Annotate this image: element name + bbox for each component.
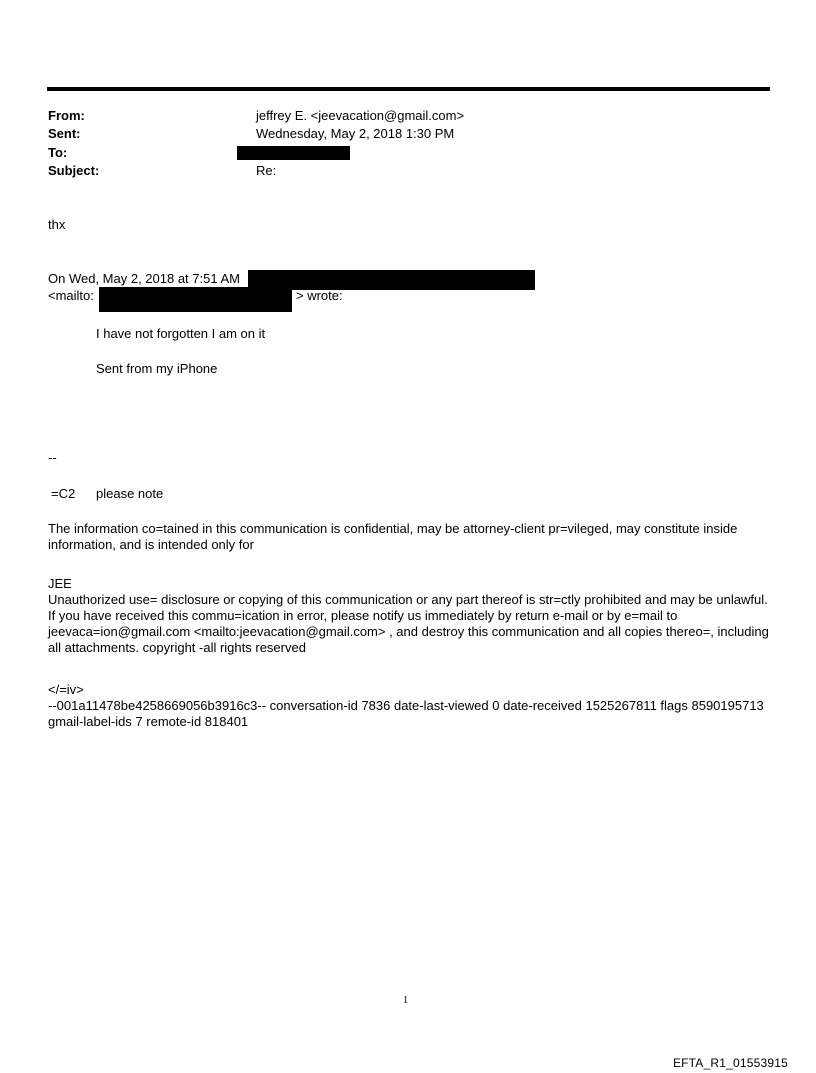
- message-metadata: --001a11478be4258669056b3916c3-- conversation-id 7836 date-last-viewed 0 date-received 1525267811 flags 8590195713 gmail-label-ids 7 remote-id 818401: [48, 698, 764, 729]
- mailto-prefix: <mailto:: [48, 288, 94, 303]
- signature-separator: --: [48, 450, 57, 465]
- header-rule: [47, 87, 770, 91]
- quote-line-2: Sent from my iPhone: [96, 361, 218, 376]
- subject-label: Subject:: [48, 163, 100, 178]
- quote-intro: On Wed, May 2, 2018 at 7:51 AM: [48, 271, 240, 286]
- bates-number: EFTA_R1_01553915: [672, 1056, 788, 1070]
- quote-line-1: I have not forgotten I am on it: [96, 326, 266, 341]
- reply-text: thx: [48, 217, 66, 232]
- sent-value: Wednesday, May 2, 2018 1:30 PM: [256, 126, 455, 141]
- from-label: From:: [48, 108, 85, 123]
- jee-text: JEE: [48, 576, 72, 591]
- subject-value: Re:: [256, 163, 277, 178]
- to-label: To:: [48, 145, 68, 160]
- c2-code: =C2: [51, 486, 76, 501]
- please-note: please note: [96, 486, 164, 501]
- confidential-notice: The information co=tained in this communication is confidential, may be attorney-client pr=vileged, may constitute inside information, and is intended only for: [48, 521, 738, 552]
- sent-label: Sent:: [48, 126, 81, 141]
- from-value: jeffrey E. <jeevacation@gmail.com>: [256, 108, 465, 123]
- mailto-redaction: [99, 287, 292, 312]
- div-close-text: </=iv>: [48, 682, 84, 697]
- page-number: 1: [403, 995, 408, 1006]
- wrote-text: > wrote:: [296, 288, 343, 303]
- to-redaction: [237, 146, 350, 160]
- unauthorized-notice: Unauthorized use= disclosure or copying of this communication or any part thereof is str=ctly prohibited and may be unlawful. If you have received this commu=ication in error, please notify us immediately by return e-mail or by e=mail to jeevaca=ion@gmail.com <mailto:jeevacation@gmail.com> , and destroy this communication and all copies thereo=, including all attachments. copyright -all rights reserved: [48, 592, 769, 655]
